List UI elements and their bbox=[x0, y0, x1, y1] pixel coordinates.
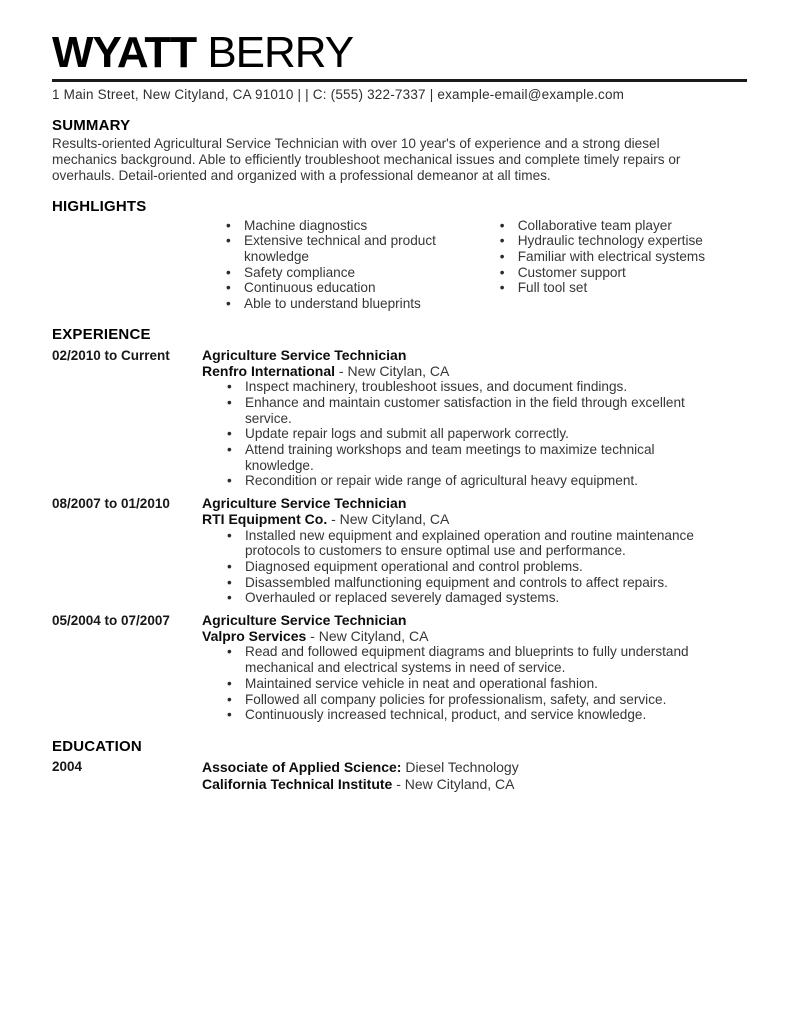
education-degree-detail: Diesel Technology bbox=[401, 759, 519, 775]
job-company: Valpro Services bbox=[202, 627, 307, 644]
highlight-item: • Continuous education bbox=[224, 280, 498, 296]
first-name: WYATT bbox=[52, 28, 197, 77]
summary-text: Results-oriented Agricultural Service Technician with over 10 year's of experience and a strong diesel mechanics background. Able to efficiently troubleshoot mechanical issues and complete timely repairs or overhauls. Detail-oriented and organized with a professional demeanor at all times. bbox=[52, 136, 681, 184]
contact-line: 1 Main Street, New Cityland, CA 91010 | | C: (555) 322-7337 | example-email@example.com bbox=[52, 87, 625, 102]
highlight-item: • Customer support bbox=[498, 265, 747, 281]
job-bullet: • Inspect machinery, troubleshoot issues, and document findings. bbox=[225, 379, 718, 395]
job-bullet-list bbox=[225, 644, 718, 723]
education-entry bbox=[52, 759, 747, 792]
education-heading: EDUCATION bbox=[52, 738, 142, 755]
job-company: Renfro International bbox=[202, 362, 336, 379]
job-title: Agriculture Service Technician bbox=[202, 346, 407, 363]
job-bullet: • Enhance and maintain customer satisfaction in the field through excellent service. bbox=[225, 395, 718, 426]
highlight-item: • Collaborative team player bbox=[498, 218, 747, 234]
job-details bbox=[202, 496, 747, 606]
section-education bbox=[52, 738, 747, 792]
job-bullet: • Installed new equipment and explained operation and routine maintenance protocols to customers to ensure optimal use and performance. bbox=[225, 528, 718, 559]
job-location: - New Cityland, CA bbox=[306, 627, 429, 644]
job-bullet: • Diagnosed equipment operational and control problems. bbox=[225, 559, 718, 575]
job-entry bbox=[52, 496, 747, 606]
experience-heading: EXPERIENCE bbox=[52, 325, 151, 343]
job-location: - New Cityland, CA bbox=[327, 510, 450, 527]
job-entry bbox=[52, 613, 747, 723]
job-company-line bbox=[202, 364, 747, 380]
education-school-location: - New Cityland, CA bbox=[392, 775, 515, 792]
job-company: RTI Equipment Co. bbox=[202, 510, 328, 527]
job-dates: 05/2004 to 07/2007 bbox=[52, 613, 170, 629]
job-bullet: • Disassembled malfunctioning equipment and controls to affect repairs. bbox=[225, 575, 718, 591]
job-title: Agriculture Service Technician bbox=[202, 612, 407, 629]
last-name: BERRY bbox=[196, 28, 354, 77]
job-bullet-list bbox=[225, 379, 718, 489]
resume-header bbox=[52, 0, 747, 103]
job-details bbox=[202, 613, 747, 723]
job-bullet: • Attend training workshops and team meetings to maximize technical knowledge. bbox=[225, 442, 718, 473]
education-details bbox=[202, 759, 747, 792]
job-bullet: • Maintained service vehicle in neat and operational fashion. bbox=[225, 676, 718, 692]
highlight-item: • Hydraulic technology expertise bbox=[498, 233, 747, 249]
highlight-item: • Full tool set bbox=[498, 280, 747, 296]
education-school: California Technical Institute bbox=[202, 775, 393, 792]
job-entry bbox=[52, 348, 747, 489]
person-name bbox=[52, 0, 747, 76]
highlight-item: • Machine diagnostics bbox=[224, 218, 498, 234]
job-bullet: • Recondition or repair wide range of agricultural heavy equipment. bbox=[225, 473, 718, 489]
education-year: 2004 bbox=[52, 759, 83, 774]
highlights-columns bbox=[224, 218, 747, 312]
job-bullet: • Overhauled or replaced severely damaged systems. bbox=[225, 590, 718, 606]
section-experience bbox=[52, 326, 747, 723]
highlights-right-list bbox=[498, 218, 747, 312]
education-degree: Associate of Applied Science: bbox=[202, 759, 402, 775]
summary-heading: SUMMARY bbox=[52, 117, 131, 134]
highlight-item: • Able to understand blueprints bbox=[224, 296, 498, 312]
job-dates: 02/2010 to Current bbox=[52, 347, 170, 363]
job-bullet: • Followed all company policies for professionalism, safety, and service. bbox=[225, 692, 718, 708]
job-bullet: • Update repair logs and submit all paperwork correctly. bbox=[225, 426, 718, 442]
highlights-heading: HIGHLIGHTS bbox=[52, 197, 147, 215]
job-dates: 08/2007 to 01/2010 bbox=[52, 496, 170, 512]
job-bullet: • Continuously increased technical, product, and service knowledge. bbox=[225, 707, 718, 723]
highlight-item: • Familiar with electrical systems bbox=[498, 249, 747, 265]
job-bullet: • Read and followed equipment diagrams and blueprints to fully understand mechanical and electrical systems in need of service. bbox=[225, 644, 718, 675]
job-details bbox=[202, 348, 747, 489]
highlight-item: • Extensive technical and product knowledge bbox=[224, 233, 498, 264]
job-title: Agriculture Service Technician bbox=[202, 495, 407, 512]
header-divider bbox=[52, 79, 747, 82]
job-bullet-list bbox=[225, 528, 718, 607]
job-location: - New Citylan, CA bbox=[335, 362, 450, 379]
job-company-line bbox=[202, 512, 747, 528]
highlights-left-list bbox=[224, 218, 498, 312]
highlight-item: • Safety compliance bbox=[224, 265, 498, 281]
section-summary bbox=[52, 117, 747, 185]
job-company-line bbox=[202, 629, 747, 645]
section-highlights bbox=[52, 198, 747, 312]
education-school-line bbox=[202, 776, 747, 793]
education-degree-line bbox=[202, 759, 747, 776]
